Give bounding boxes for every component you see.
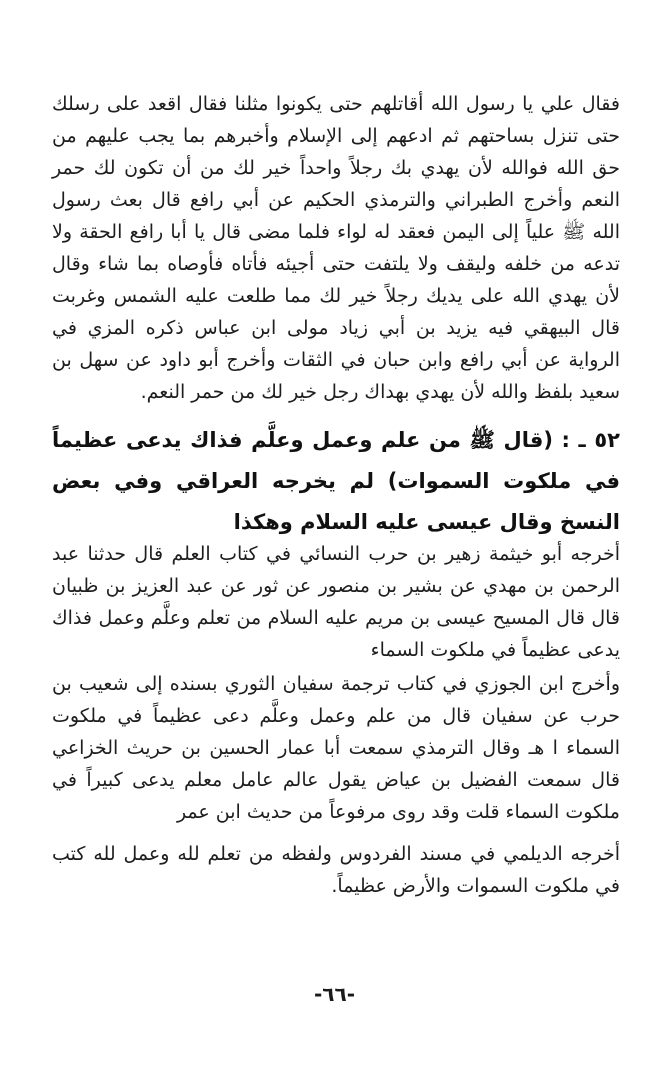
paragraph-abu-khaythama: أخرجه أبو خيثمة زهير بن حرب النسائي في كتاب العلم قال حدثنا عبد الرحمن بن مهدي عن بشير بن منصور عن ثور عن عبد العزيز بن ظبيان قال قال المسيح عيسى بن مريم عليه السلام من تعلم وعلَّم وعمل فذاك يدعى عظيماً في ملكوت السماء — [52, 543, 620, 661]
hadith-heading-52: ٥٢ ـ : (قال ﷺ من علم وعمل وعلَّم فذاك يدعى عظيماً في ملكوت السموات) لم يخرجه العراقي وفي بعض النسخ وقال عيسى عليه السلام وهكذا — [52, 428, 620, 534]
page-number: -٦٦- — [313, 982, 356, 1006]
paragraph-daylami: أخرجه الديلمي في مسند الفردوس ولفظه من تعلم لله وعمل لله كتب في ملكوت السموات والأرض عظيماً. — [52, 843, 620, 897]
paragraph-hadith-commentary: فقال علي يا رسول الله أقاتلهم حتى يكونوا مثلنا فقال اقعد على رسلك حتى تنزل بساحتهم ثم ادعهم إلى الإسلام وأخبرهم بما يجب عليهم من حق الله فوالله لأن يهدي بك رجلاً واحداً خير لك من أن تكون لك حمر النعم وأخرج الطبراني والترمذي الحكيم عن أبي رافع قال بعث رسول الله ﷺ علياً إلى اليمن فعقد له لواء فلما مضى قال يا أبا رافع الحقة ولا تدعه من خلفه وليقف ولا يلتفت حتى أجيئه فأتاه فأوصاه بما شاء وقال لأن يهدي الله على يديك رجلاً خير لك مما طلعت عليه الشمس وغربت قال البيهقي فيه يزيد بن أبي زياد مولى ابن عباس ذكره المزي في الرواية عن أبي رافع وابن حبان في الثقات وأخرج أبو داود عن سهل بن سعيد بلفظ والله لأن يهدي بهداك رجل خير لك من حمر النعم. — [52, 93, 620, 403]
paragraph-ibn-al-jawzi: وأخرج ابن الجوزي في كتاب ترجمة سفيان الثوري بسنده إلى شعيب بن حرب عن سفيان قال من علم وعمل وعلَّم دعى عظيماً في ملكوت السماء ا هـ وقال الترمذي سمعت أبا عمار الحسين بن حريث الخزاعي قال سمعت الفضيل بن عياض يقول عالم عامل معلم يدعى كبيراً في ملكوت السماء قلت وقد روى مرفوعاً من حديث ابن عمر — [52, 673, 620, 823]
